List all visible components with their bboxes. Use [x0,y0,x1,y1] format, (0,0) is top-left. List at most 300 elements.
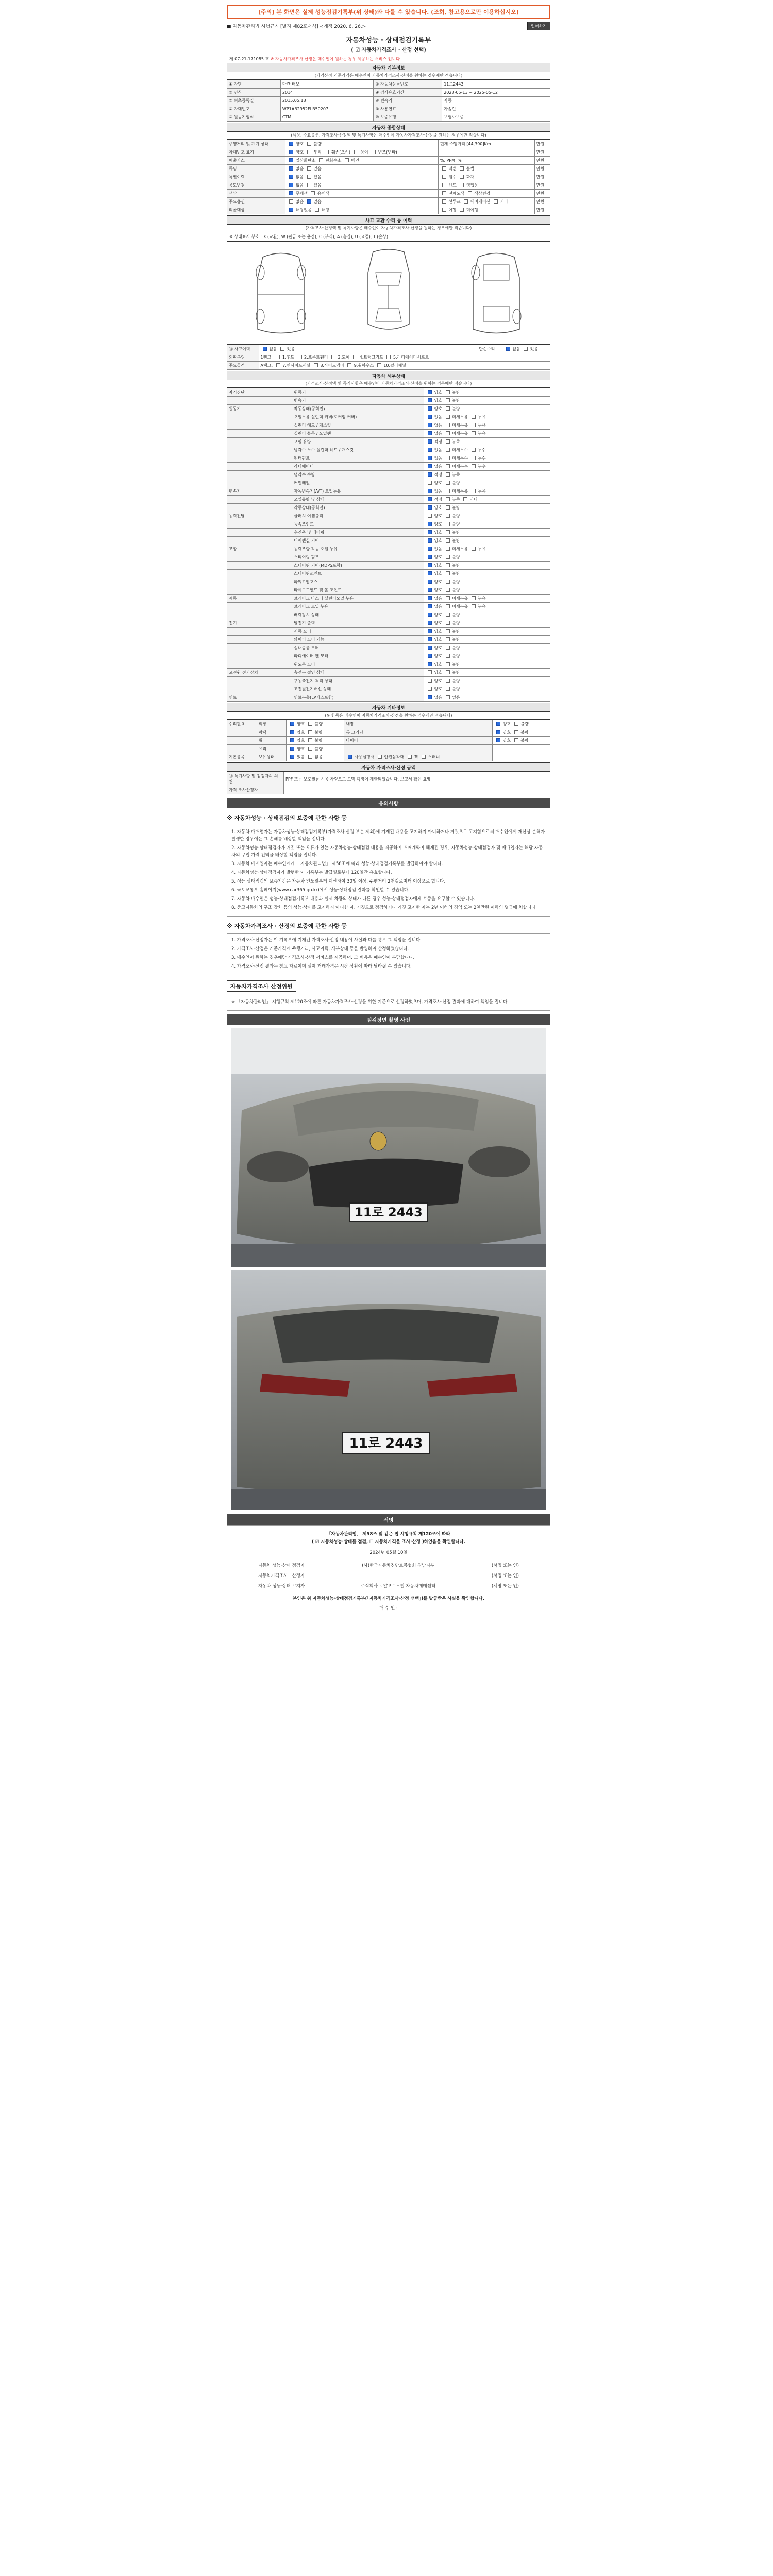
checked-checkbox [428,497,432,501]
detail-header: 자동차 세부상태 [227,371,550,380]
basic-info-table [227,80,550,122]
detail-cell: 원동기 [292,388,424,397]
sub-box-label: 자동차가격조사 산정위원 [227,980,296,992]
detail-cell: 스티어링 기어(MDPS포함) [292,562,424,570]
report-title: 자동차성능 · 상태점검기록부 [346,37,431,44]
basic-info-cell: ① 차명 [227,80,281,89]
state-cell: 만원 [534,140,550,148]
checked-checkbox [289,150,293,154]
sign-text-1: 「자동차관리법」 제58조 및 같은 법 시행규칙 제120조에 따라 [327,1532,450,1537]
sign-footer: 본인은 위 자동차성능·상태점검기록부(「자동차가격조사·산정 선택」)를 발급받은 사실을 확인합니다. [292,1596,485,1601]
detail-cell: 작동상태(공회전) [292,504,424,512]
basic-info-cell: ⑤ 최초등록일 [227,97,281,105]
terms-box-2 [227,933,550,975]
checked-checkbox [428,662,432,666]
detail-cell: 라디에이터 [292,463,424,471]
unchecked-checkbox [428,481,432,485]
unchecked-checkbox [472,547,476,551]
detail-cell [227,611,292,619]
detail-cell: 적정 부족 과다 [424,496,550,504]
unchecked-checkbox [446,571,450,575]
detail-cell [227,479,292,487]
detail-cell: 연료누출(LP가스포함) [292,693,424,702]
detail-cell: 없음 미세누수 누수 [424,446,550,454]
unchecked-checkbox [442,191,446,195]
unchecked-checkbox [494,199,498,204]
detail-cell [227,529,292,537]
detail-row [227,413,550,421]
unchecked-checkbox [460,175,464,179]
unchecked-checkbox [464,199,468,204]
state-cell: 주요옵션 [227,198,285,206]
detail-cell: 양호 불량 [424,529,550,537]
detail-row [227,603,550,611]
unchecked-checkbox [446,439,450,444]
unchecked-checkbox [307,166,311,171]
checked-checkbox [428,456,432,460]
detail-cell: 디퍼렌셜 기어 [292,537,424,545]
checked-checkbox [263,347,267,351]
basic-info-cell: 자동 [442,97,550,105]
detail-cell: 적정 부족 [424,471,550,479]
print-button[interactable]: 인쇄하기 [527,22,550,30]
accident-cell [477,353,502,362]
unchecked-checkbox [446,538,450,543]
state-cell: 없음 있음 [285,165,439,173]
detail-cell: 오일 유량 [292,438,424,446]
unchecked-checkbox [472,431,476,435]
detail-cell: 양호 불량 [424,677,550,685]
detail-cell: 와이퍼 모터 기능 [292,636,424,644]
detail-row [227,388,550,397]
detail-cell: 실내송풍 모터 [292,644,424,652]
detail-row [227,586,550,595]
state-cell [438,148,534,157]
detail-row [227,446,550,454]
sign-row-cell: 자동차 성능·상태 점검자 [258,1563,305,1568]
option-cell: 내장 [344,720,493,728]
detail-cell [227,438,292,446]
terms-item: 8. 중고자동차의 구조·장치 등의 성능·상태를 고지하지 아니한 자, 거짓으로 점검하거나 거짓 고지한 자는 2년 이하의 징역 또는 2천만원 이하의 벌금에 처합니다. [231,905,537,910]
detail-cell: 양호 불량 [424,611,550,619]
unchecked-checkbox [446,646,450,650]
state-row [227,140,550,148]
unchecked-checkbox [524,347,528,351]
option-row [227,745,550,753]
state-cell: 선루프 내비게이션 기타 [438,198,534,206]
accident-row [227,353,550,362]
unchecked-checkbox [307,142,311,146]
detail-cell: 적정 부족 [424,438,550,446]
detail-cell: 연료 [227,693,292,702]
detail-cell [227,603,292,611]
checked-checkbox [290,755,294,759]
basic-info-cell: ⑥ 변속기 [374,97,442,105]
sign-row [238,1570,540,1581]
detail-cell: 실린더 블록 / 오일팬 [292,430,424,438]
state-cell: 침수 화재 [438,173,534,181]
accident-table [227,345,550,370]
basic-info-cell: CTM [280,113,373,122]
unchecked-checkbox [442,166,446,171]
detail-row [227,520,550,529]
state-header: 자동차 종합상태 [227,123,550,132]
detail-cell: 양호 불량 [424,636,550,644]
state-table [227,140,550,214]
unchecked-checkbox [446,415,450,419]
unchecked-checkbox [331,355,335,359]
detail-cell: 클러치 어셈블리 [292,512,424,520]
option-cell [227,728,257,737]
rear-plate-text: 11로 2443 [349,1436,423,1451]
detail-row [227,628,550,636]
state-cell: 만원 [534,190,550,198]
detail-cell [227,644,292,652]
detail-cell: 양호 불량 [424,479,550,487]
options-table [227,720,550,761]
sign-row-cell: 자동차가격조사 · 산정자 [258,1573,305,1579]
detail-cell: 브레이크 오일 누유 [292,603,424,611]
unchecked-checkbox [428,514,432,518]
detail-row [227,504,550,512]
detail-cell [227,586,292,595]
detail-row [227,529,550,537]
detail-cell: 양호 불량 [424,652,550,660]
detail-row [227,693,550,702]
detail-cell: 오일유량 및 상태 [292,496,424,504]
unchecked-checkbox [460,166,464,171]
detail-cell: 변속기 [227,487,292,496]
summary-label: ⑫ 특기사항 및 점검자의 의견 [227,772,284,786]
sign-box [227,1525,550,1618]
summary-table [227,772,550,794]
sign-row-cell: 주식회사 로얄오토모빌 자동차매매센터 [361,1584,436,1589]
detail-cell: 없음 미세누유 누유 [424,413,550,421]
basic-info-cell: WP1AB2952FLB50207 [280,105,373,113]
unchecked-checkbox [307,175,311,179]
accident-row [227,362,550,370]
sign-date: 2024년 05월 10일 [369,1550,408,1555]
unchecked-checkbox [428,687,432,691]
unchecked-checkbox [319,158,323,162]
detail-row [227,553,550,562]
detail-cell: 자동변속기(A/T) 오일누유 [292,487,424,496]
unchecked-checkbox [298,355,302,359]
detail-cell: 변속기 [292,397,424,405]
unchecked-checkbox [472,456,476,460]
option-cell: 룸 크리닝 [344,728,493,737]
detail-cell: 양호 불량 [424,504,550,512]
unchecked-checkbox [311,191,315,195]
option-cell: 양호 불량 [287,728,344,737]
checked-checkbox [289,158,293,162]
unchecked-checkbox [446,687,450,691]
terms-header: 유의사항 [227,798,550,808]
checked-checkbox [428,431,432,435]
unchecked-checkbox [446,662,450,666]
state-cell: 해당없음 해당 [285,206,439,214]
car-left-side-diagram [242,247,320,340]
basic-info-cell: ⑧ 사용연료 [374,105,442,113]
detail-row [227,463,550,471]
option-cell: 수리필요 [227,720,257,728]
options-header: 자동차 기타정보 [227,703,550,712]
detail-cell [227,454,292,463]
detail-cell: 작동상태(공회전) [292,405,424,413]
detail-cell: 동력전달 [227,512,292,520]
unchecked-checkbox [446,472,450,477]
photo-header: 점검장면 촬영 사진 [227,1014,550,1025]
detail-row [227,644,550,652]
checked-checkbox [428,604,432,608]
checked-checkbox [428,423,432,427]
detail-cell: 양호 불량 [424,562,550,570]
state-cell: 특별이력 [227,173,285,181]
unchecked-checkbox [472,423,476,427]
detail-cell: 라디에이터 팬 모터 [292,652,424,660]
unchecked-checkbox [307,183,311,187]
basic-info-cell: ⑨ 원동기형식 [227,113,281,122]
option-cell: 양호 불량 [287,720,344,728]
state-cell: 무채색 유채색 [285,190,439,198]
detail-cell [227,537,292,545]
checked-checkbox [428,489,432,493]
detail-row [227,471,550,479]
detail-cell: 양호 불량 [424,586,550,595]
checked-checkbox [428,530,432,534]
detail-row [227,677,550,685]
notice-number: 제 07-21-171085 호 [229,57,270,61]
detail-cell: 커먼레일 [292,479,424,487]
checked-checkbox [496,738,500,742]
checked-checkbox [428,571,432,575]
detail-row [227,660,550,669]
basic-info-cell: 가솔린 [442,105,550,113]
detail-cell: 배력장치 상태 [292,611,424,619]
state-cell: 차대번호 표기 [227,148,285,157]
unchecked-checkbox [446,613,450,617]
state-row [227,173,550,181]
state-cell: 없음 있음 [285,181,439,190]
unchecked-checkbox [446,621,450,625]
notice-red: ※ 자동차가격조사·산정은 매수인이 원하는 경우 제공하는 서비스 입니다. [270,57,401,61]
detail-row [227,636,550,644]
checked-checkbox [428,390,432,394]
unchecked-checkbox [514,738,518,742]
detail-row [227,430,550,438]
detail-cell: 오일누유 실린더 커버(로커암 커버) [292,413,424,421]
checked-checkbox [289,208,293,212]
detail-cell: 실린더 헤드 / 개스킷 [292,421,424,430]
detail-cell [227,504,292,512]
state-cell: 이행 미이행 [438,206,534,214]
state-cell: 없음 있음 [285,198,439,206]
front-photo [231,1028,546,1267]
unchecked-checkbox [442,183,446,187]
detail-cell: 양호 불량 [424,628,550,636]
terms-item: 2. 가격조사·산정은 기준가격에 주행거리, 사고이력, 세부상태 등을 반영하여 산정하였습니다. [231,946,409,952]
checked-checkbox [289,183,293,187]
terms-item: 4. 가격조사·산정 결과는 참고 자료이며 실제 거래가격은 시장 상황에 따라 달라질 수 있습니다. [231,964,412,969]
terms-item: 3. 자동차 매매업자는 매수인에게 「자동차관리법」 제58조에 따라 성능·상태점검기록부를 발급하여야 합니다. [231,861,443,867]
detail-cell: 없음 미세누유 누유 [424,595,550,603]
detail-cell [227,520,292,529]
terms-item: 4. 자동차성능·상태점검자가 발행한 이 기록부는 발급일로부터 120일간 유효합니다. [231,870,392,875]
detail-cell: 시동 모터 [292,628,424,636]
terms-item: 2. 자동차성능·상태점검자가 거짓 또는 오류가 있는 자동차성능·상태점검 내용을 제공하여 매매계약이 해제된 경우, 자동차성능·상태점검자 및 매매업자는 해당 자동차의 구입 가격 전액을 배상할 책임을 집니다. [231,845,543,858]
detail-row [227,454,550,463]
detail-cell [227,413,292,421]
detail-cell: 없음 미세누유 누유 [424,603,550,611]
sign-header: 서명 [227,1514,550,1525]
unchecked-checkbox [446,629,450,633]
detail-cell: 없음 미세누수 누수 [424,454,550,463]
detail-cell [227,570,292,578]
detail-cell: 양호 불량 [424,512,550,520]
unchecked-checkbox [446,431,450,435]
checked-checkbox [428,563,432,567]
detail-cell [227,471,292,479]
checked-checkbox [428,464,432,468]
unchecked-checkbox [446,563,450,567]
detail-row [227,595,550,603]
sub-box [227,995,550,1011]
checked-checkbox [506,347,510,351]
detail-cell: 양호 불량 [424,388,550,397]
detail-row [227,438,550,446]
state-row [227,165,550,173]
option-cell [227,745,257,753]
state-cell: 만원 [534,206,550,214]
option-cell: 양호 불량 [287,745,344,753]
detail-cell: 발전기 출력 [292,619,424,628]
detail-cell: 고전원 전기장치 [227,669,292,677]
report-subtitle: ( ☑ 자동차가격조사 · 산정 선택) [351,47,426,53]
checked-checkbox [428,654,432,658]
detail-cell: 전기 [227,619,292,628]
checked-checkbox [428,555,432,559]
state-cell: 만원 [534,148,550,157]
option-cell [493,745,550,753]
checked-checkbox [428,538,432,543]
terms-title-2: ※ 자동차가격조사 · 산정의 보증에 관한 사항 등 [227,923,347,929]
sign-row-cell: 자동차 성능·상태 고지자 [258,1584,305,1589]
unchecked-checkbox [378,755,382,759]
state-sub: (색상, 주요옵션, 가격조사·산정액 및 특기사항은 매수인이 자동차가격조사·산정을 원하는 경우에만 적습니다) [227,132,550,140]
detail-cell: 고전원전기배선 상태 [292,685,424,693]
detail-cell [227,463,292,471]
detail-row [227,405,550,413]
report-title-box [227,31,550,55]
state-row [227,206,550,214]
checked-checkbox [428,505,432,510]
option-cell: 휠 [257,737,287,745]
unchecked-checkbox [386,355,391,359]
detail-table [227,388,550,702]
unchecked-checkbox [408,755,412,759]
checked-checkbox [289,166,293,171]
checked-checkbox [428,629,432,633]
terms-box-1 [227,825,550,917]
basic-info-cell: 2023-05-13 ~ 2025-05-12 [442,89,550,97]
detail-cell: 없음 미세누유 누유 [424,545,550,553]
unchecked-checkbox [446,679,450,683]
unchecked-checkbox [422,755,426,759]
detail-cell: 제동 [227,595,292,603]
unchecked-checkbox [446,547,450,551]
detail-cell: 냉각수 누수 실린더 헤드 / 개스킷 [292,446,424,454]
checked-checkbox [428,448,432,452]
unchecked-checkbox [514,722,518,726]
detail-cell: 양호 불량 [424,644,550,652]
checked-checkbox [428,398,432,402]
unchecked-checkbox [446,448,450,452]
option-cell: 양호 불량 [493,720,550,728]
front-car-photo [231,1028,546,1267]
accident-cell: ⑪ 사고이력 [227,345,259,353]
option-row [227,728,550,737]
option-cell [227,737,257,745]
detail-cell: 없음 미세누유 누유 [424,421,550,430]
detail-cell [227,446,292,454]
unchecked-checkbox [276,363,280,367]
unchecked-checkbox [446,530,450,534]
unchecked-checkbox [308,730,312,734]
unchecked-checkbox [428,679,432,683]
detail-cell [227,652,292,660]
unchecked-checkbox [308,747,312,751]
unchecked-checkbox [353,355,357,359]
detail-cell [227,628,292,636]
summary-text: PPF 또는 보호필름 시공 차량으로 도막 측정이 제한되었습니다. 보고서 확인 요망 [284,772,550,786]
rear-car-photo [231,1270,546,1510]
terms-title-1: ※ 자동차성능 · 상태점검의 보증에 관한 사항 등 [227,815,347,821]
detail-cell: 스티어링 펌프 [292,553,424,562]
detail-cell: 타이로드엔드 및 볼 조인트 [292,586,424,595]
checked-checkbox [428,522,432,526]
basic-info-cell: 마칸 터보 [280,80,373,89]
unchecked-checkbox [354,150,358,154]
option-cell [493,753,550,761]
unchecked-checkbox [446,596,450,600]
option-row [227,737,550,745]
sign-row-cell: (사)한국자동차진단보증협회 경남지부 [362,1563,434,1568]
terms-item: 5. 성능·상태점검의 보증기간은 자동차 인도일부터 계산하여 30일 이상, 주행거리 2천킬로미터 이상으로 합니다. [231,879,446,884]
detail-cell: 냉각수 수량 [292,471,424,479]
detail-cell: 없음 미세누유 누유 [424,430,550,438]
accident-row [227,345,550,353]
unchecked-checkbox [446,406,450,411]
unchecked-checkbox [472,448,476,452]
terms-item: 7. 자동차 매수인은 성능·상태점검기록부 내용과 실제 차량의 상태가 다른 경우 성능·상태점검자에게 보증을 요구할 수 있습니다. [231,896,475,902]
state-row [227,198,550,206]
detail-cell: 양호 불량 [424,660,550,669]
terms-item: 1. 자동차 매매업자는 자동차성능·상태점검기록부(가격조사·산정 부분 제외)에 기재된 내용을 고지하지 아니하거나 거짓으로 고지함으로써 매수인에게 재산상 손해가 발생한 경우에는 그 손해를 배상할 책임을 집니다. [231,829,545,842]
state-cell: 만원 [534,157,550,165]
checked-checkbox [496,730,500,734]
basic-info-row [227,80,550,89]
state-cell: 용도변경 [227,181,285,190]
checked-checkbox [348,755,352,759]
accident-cell: 외판부위 [227,353,259,362]
damage-header: 사고 교환 수리 등 이력 [227,215,550,225]
accident-cell: 주요골격 [227,362,259,370]
unchecked-checkbox [446,505,450,510]
checked-checkbox [428,547,432,551]
basic-info-row [227,89,550,97]
detail-cell: 양호 불량 [424,669,550,677]
detail-cell [227,685,292,693]
